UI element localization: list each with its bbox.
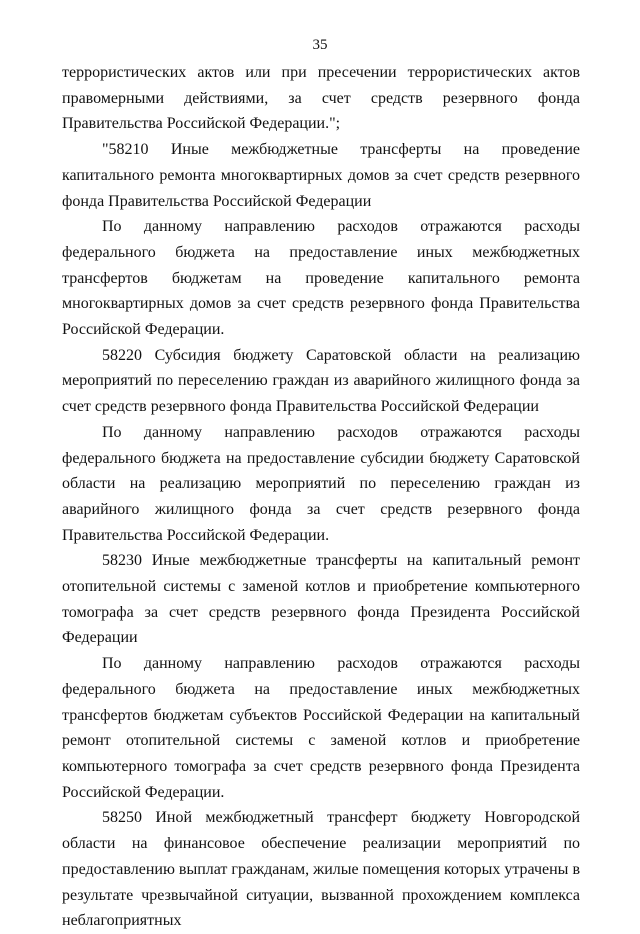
paragraph-continuation: террористических актов или при пресечении террористических актов правомерными действиями, за счет средств резервного фонда Правительства Российской Федерации."; — [62, 64, 580, 133]
paragraph-58250-heading: 58250 Иной межбюджетный трансферт бюджету Новгородской области на финансовое обеспечение реализации мероприятий по предоставлению выплат гражданам, жилые помещения которых утрачены в результате чрезвычайной ситуации, вызванной прохождением комплекса неблагоприятных — [62, 809, 580, 930]
document-body — [62, 60, 580, 934]
paragraph-58230-heading: 58230 Иные межбюджетные трансферты на капитальный ремонт отопительной системы с заменой котлов и приобретение компьютерного томографа за счет средств резервного фонда Президента Российской Федерации — [62, 552, 580, 647]
paragraph-58210-heading: "58210 Иные межбюджетные трансферты на проведение капитального ремонта многоквартирных домов за счет средств резервного фонда Правительства Российской Федерации — [62, 141, 580, 210]
paragraph-58230-description: По данному направлению расходов отражаются расходы федерального бюджета на предоставление иных межбюджетных трансфертов бюджетам субъектов Российской Федерации на капитальный ремонт отопительной системы с заменой котлов и приобретение компьютерного томографа за счет средств резервного фонда Президента Российской Федерации. — [62, 655, 580, 801]
paragraph-58220-heading: 58220 Субсидия бюджету Саратовской области на реализацию мероприятий по переселению граждан из аварийного жилищного фонда за счет средств резервного фонда Правительства Российской Федерации — [62, 346, 580, 416]
paragraph-58210-description: По данному направлению расходов отражаются расходы федерального бюджета на предоставление иных межбюджетных трансфертов бюджетам на проведение капитального ремонта многоквартирных домов за счет средств резервного фонда Правительства Российской Федерации. — [62, 218, 580, 339]
page-number: 35 — [312, 37, 328, 53]
paragraph-58220-description: По данному направлению расходов отражаются расходы федерального бюджета на предоставление субсидии бюджету Саратовской области на реализацию мероприятий по переселению граждан из аварийного жилищного фонда за счет средств резервного фонда Правительства Российской Федерации. — [62, 423, 580, 544]
